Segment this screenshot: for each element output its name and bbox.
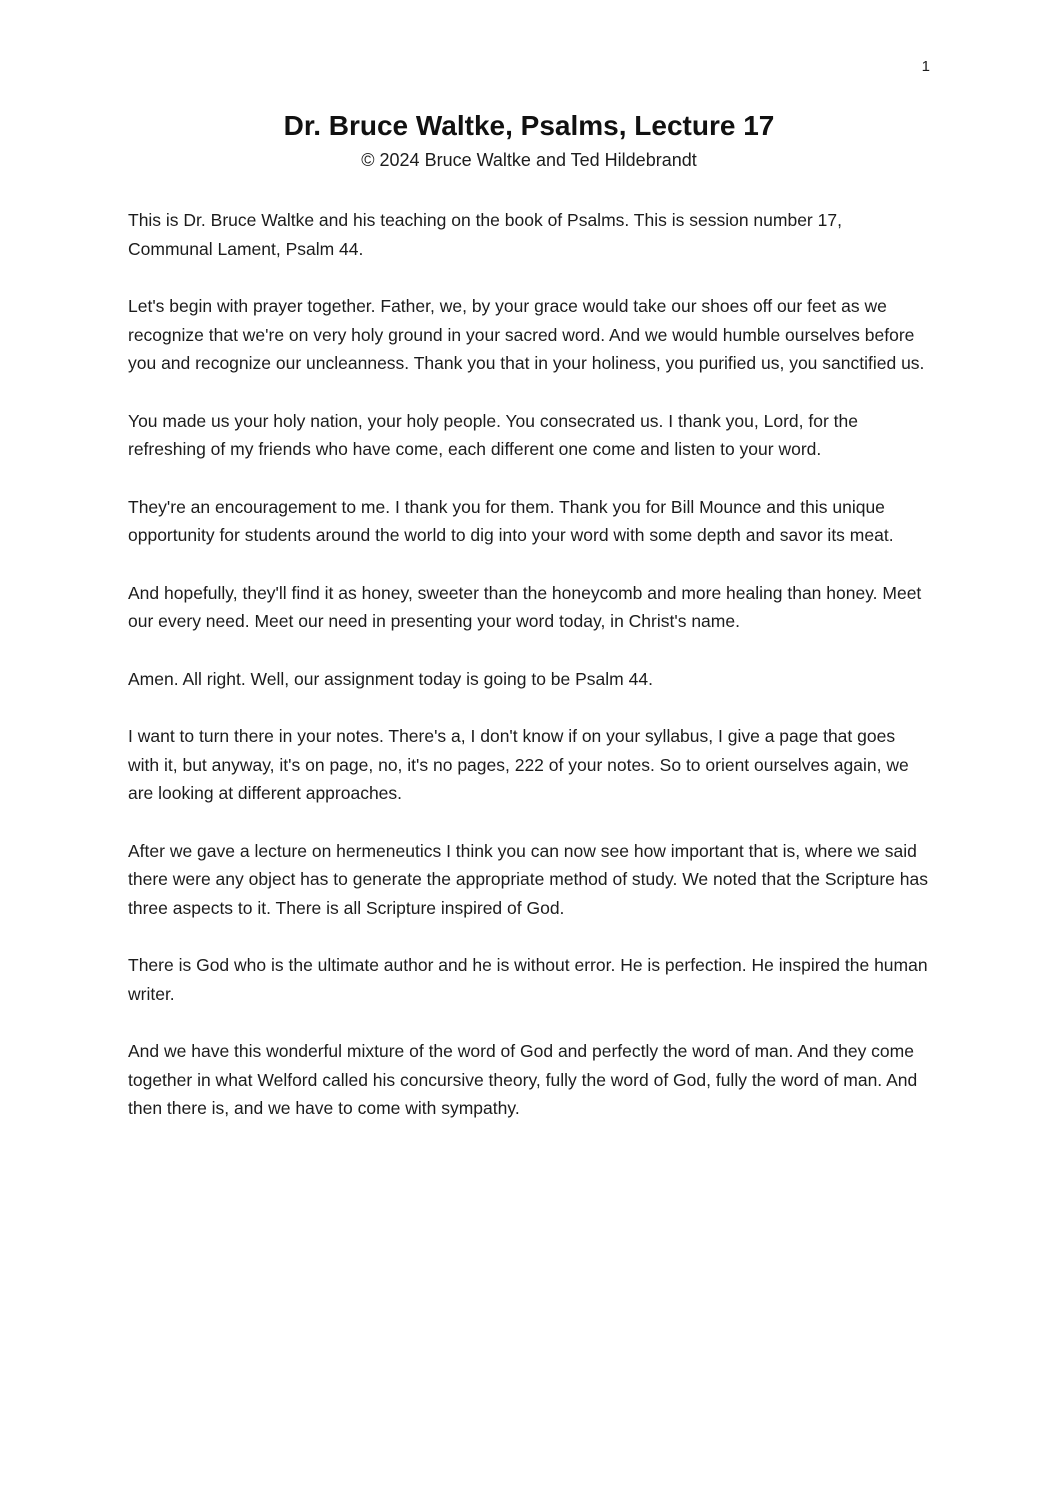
body-paragraph-4: They're an encouragement to me. I thank you for them. Thank you for Bill Mounce and this unique opportunity for students around the world to dig into your word with some depth and savor its meat.	[128, 496, 894, 545]
body-paragraph-2: Let's begin with prayer together. Father, we, by your grace would take our shoes off our feet as we recognize that we're on very holy ground in your sacred word. And we would humble ourselves before you and recognize our uncleanness. Thank you that in your holiness, you purified us, you sanctified us.	[128, 296, 925, 373]
document-title: Dr. Bruce Waltke, Psalms, Lecture 17	[283, 110, 775, 141]
body-paragraph-9: There is God who is the ultimate author and he is without error. He is perfection. He inspired the human writer.	[128, 955, 928, 1004]
body-paragraph-10: And we have this wonderful mixture of the word of God and perfectly the word of man. And they come together in what Welford called his concursive theory, fully the word of God, fully the word of man. And then there is, and we have to come with sympathy.	[128, 1041, 918, 1118]
body-paragraph-6: Amen. All right. Well, our assignment today is going to be Psalm 44.	[128, 668, 653, 689]
copyright-line: © 2024 Bruce Waltke and Ted Hildebrandt	[361, 150, 697, 170]
body-paragraph-3: You made us your holy nation, your holy people. You consecrated us. I thank you, Lord, for the refreshing of my friends who have come, each different one come and listen to your word.	[128, 410, 858, 459]
body-paragraph-1: This is Dr. Bruce Waltke and his teaching on the book of Psalms. This is session number 17, Communal Lament, Psalm 44.	[128, 210, 842, 259]
page-number: 1	[921, 58, 930, 75]
body-paragraph-8: After we gave a lecture on hermeneutics I think you can now see how important that is, where we said there were any object has to generate the appropriate method of study. We noted that the Scripture has three aspects to it. There is all Scripture inspired of God.	[128, 840, 928, 918]
body-paragraph-5: And hopefully, they'll find it as honey, sweeter than the honeycomb and more healing than honey. Meet our every need. Meet our need in presenting your word today, in Christ's name.	[128, 582, 922, 631]
body-paragraph-7: I want to turn there in your notes. There's a, I don't know if on your syllabus, I give a page that goes with it, but anyway, it's on page, no, it's no pages, 222 of your notes. So to orient ourselves again, we are looking at different approaches.	[128, 726, 909, 803]
